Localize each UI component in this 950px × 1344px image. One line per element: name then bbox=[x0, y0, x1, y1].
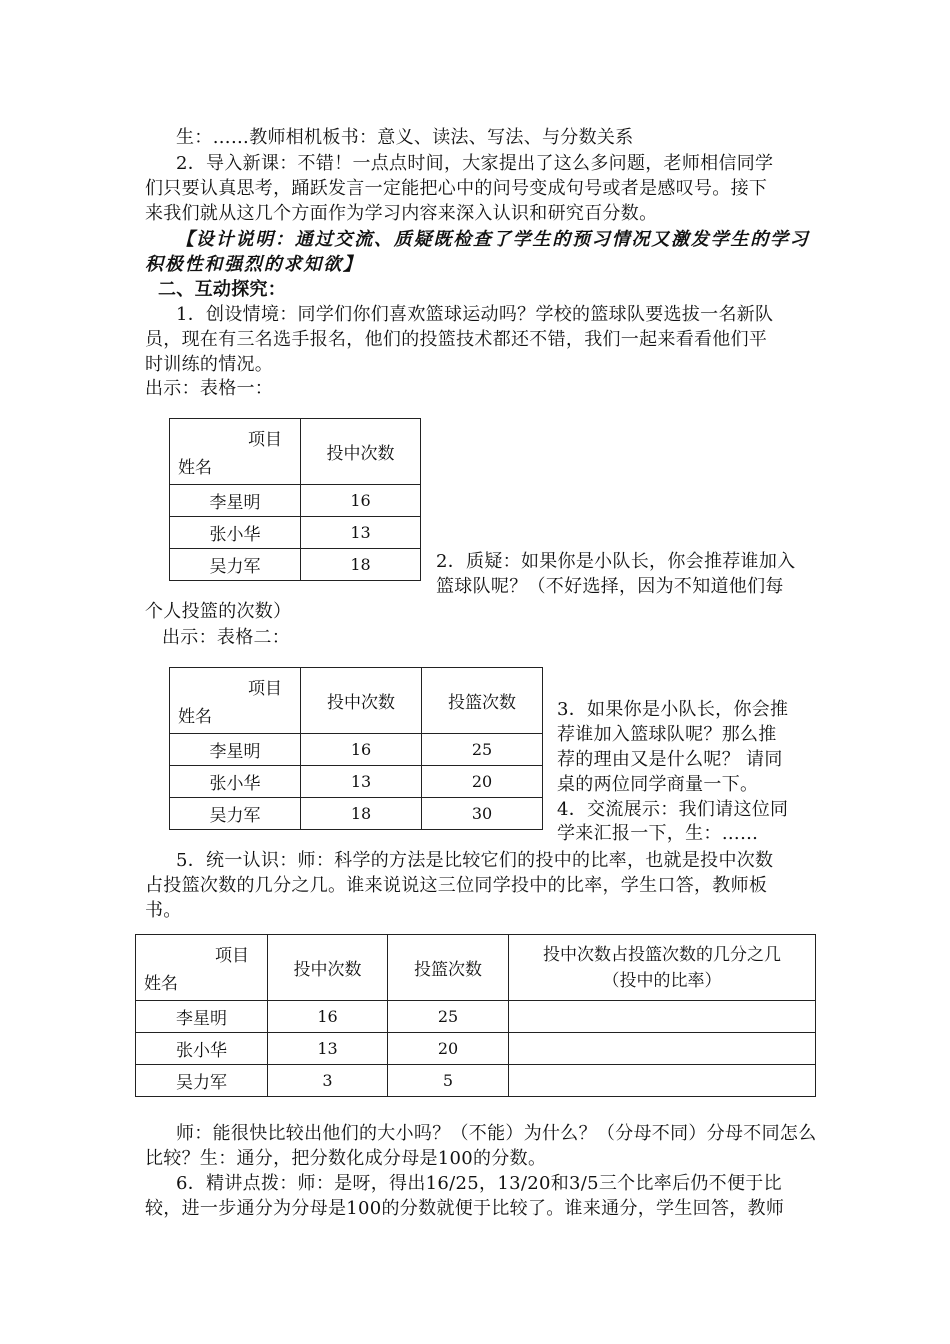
header-name: 姓名 bbox=[178, 707, 212, 727]
header-project: 项目 bbox=[248, 430, 282, 450]
text-line: 生：……教师相机板书：意义、读法、写法、与分数关系 bbox=[176, 127, 634, 148]
table-three bbox=[135, 934, 816, 1097]
text-line: 3．如果你是小队长，你会推 bbox=[557, 699, 789, 720]
name-cell: 吴力军 bbox=[136, 1065, 268, 1097]
header-name: 姓名 bbox=[144, 974, 178, 994]
text-line: 桌的两位同学商量一下。 bbox=[557, 774, 759, 795]
ratio-cell bbox=[509, 1065, 816, 1097]
text-line: 师：能很快比较出他们的大小吗？（不能）为什么？（分母不同）分母不同怎么 bbox=[176, 1123, 817, 1144]
hits-cell: 18 bbox=[301, 798, 422, 830]
name-cell: 李星明 bbox=[136, 1001, 268, 1033]
header-project: 项目 bbox=[248, 679, 282, 699]
text-line: 书。 bbox=[145, 900, 182, 921]
column-header: 投中次数 bbox=[268, 935, 388, 1001]
hits-cell: 13 bbox=[268, 1033, 388, 1065]
table-row bbox=[170, 766, 543, 798]
text-line: 6．精讲点拨：师：是呀，得出16/25，13/20和3/5三个比率后仍不便于比 bbox=[176, 1173, 782, 1194]
table-header-cell bbox=[136, 935, 268, 1001]
table-row bbox=[170, 798, 543, 830]
hits-cell: 16 bbox=[301, 734, 422, 766]
hits-cell: 16 bbox=[301, 485, 421, 517]
text-line: 1．创设情境：同学们你们喜欢篮球运动吗？学校的篮球队要选拔一名新队 bbox=[176, 304, 774, 325]
text-line: 员，现在有三名选手报名，他们的投篮技术都还不错，我们一起来看看他们平 bbox=[145, 329, 768, 350]
text-line: 占投篮次数的几分之几。谁来说说这三位同学投中的比率，学生口答，教师板 bbox=[145, 875, 768, 896]
table-row bbox=[136, 1065, 816, 1097]
ratio-cell bbox=[509, 1033, 816, 1065]
ratio-header-line: 投中次数占投篮次数的几分之几 bbox=[543, 944, 781, 965]
table-one bbox=[169, 418, 421, 581]
hits-cell: 16 bbox=[268, 1001, 388, 1033]
design-note: 积极性和强烈的求知欲】 bbox=[145, 254, 363, 275]
text-line: 荐谁加入篮球队呢？那么推 bbox=[557, 724, 777, 745]
column-header: 投篮次数 bbox=[388, 935, 509, 1001]
column-header bbox=[509, 935, 816, 1001]
design-note: 【设计说明：通过交流、质疑既检查了学生的预习情况又激发学生的学习 bbox=[176, 229, 810, 250]
text-line: 篮球队呢？（不好选择，因为不知道他们每 bbox=[436, 576, 784, 597]
hits-cell: 18 bbox=[301, 549, 421, 581]
hits-cell: 3 bbox=[268, 1065, 388, 1097]
ratio-cell bbox=[509, 1001, 816, 1033]
name-cell: 张小华 bbox=[136, 1033, 268, 1065]
text-line: 比较？生：通分，把分数化成分母是100的分数。 bbox=[145, 1148, 547, 1169]
text-line: 学来汇报一下，生：…… bbox=[557, 823, 759, 844]
shots-cell: 30 bbox=[422, 798, 543, 830]
table-header-cell bbox=[170, 668, 301, 734]
column-header: 投中次数 bbox=[301, 668, 422, 734]
text-line: 出示：表格二： bbox=[162, 627, 291, 648]
name-cell: 李星明 bbox=[170, 734, 301, 766]
table-row bbox=[136, 1033, 816, 1065]
shots-cell: 5 bbox=[388, 1065, 509, 1097]
name-cell: 吴力军 bbox=[170, 798, 301, 830]
name-cell: 李星明 bbox=[170, 485, 301, 517]
table-row bbox=[170, 549, 421, 581]
text-line: 5．统一认识：师：科学的方法是比较它们的投中的比率，也就是投中次数 bbox=[176, 850, 774, 871]
header-project: 项目 bbox=[215, 946, 249, 966]
shots-cell: 20 bbox=[388, 1033, 509, 1065]
column-header: 投篮次数 bbox=[422, 668, 543, 734]
table-row bbox=[170, 485, 421, 517]
shots-cell: 25 bbox=[388, 1001, 509, 1033]
text-line: 2．导入新课：不错！一点点时间，大家提出了这么多问题，老师相信同学 bbox=[176, 153, 774, 174]
text-line: 2．质疑：如果你是小队长，你会推荐谁加入 bbox=[436, 551, 796, 572]
text-line: 来我们就从这几个方面作为学习内容来深入认识和研究百分数。 bbox=[145, 203, 658, 224]
section-heading: 二、互动探究： bbox=[158, 279, 287, 300]
column-header: 投中次数 bbox=[301, 419, 421, 485]
hits-cell: 13 bbox=[301, 766, 422, 798]
text-line: 出示：表格一： bbox=[145, 378, 274, 399]
table-row bbox=[170, 517, 421, 549]
table-header-cell bbox=[170, 419, 301, 485]
table-row bbox=[136, 1001, 816, 1033]
table-row bbox=[170, 734, 543, 766]
table-two bbox=[169, 667, 543, 830]
ratio-header-line: （投中的比率） bbox=[602, 970, 722, 991]
name-cell: 张小华 bbox=[170, 766, 301, 798]
hits-cell: 13 bbox=[301, 517, 421, 549]
text-line: 4．交流展示：我们请这位同 bbox=[557, 799, 789, 820]
shots-cell: 25 bbox=[422, 734, 543, 766]
header-name: 姓名 bbox=[178, 458, 212, 478]
text-line: 时训练的情况。 bbox=[145, 354, 274, 375]
shots-cell: 20 bbox=[422, 766, 543, 798]
text-line: 个人投篮的次数） bbox=[145, 601, 292, 622]
text-line: 荐的理由又是什么呢？ 请同 bbox=[557, 749, 783, 770]
name-cell: 张小华 bbox=[170, 517, 301, 549]
text-line: 们只要认真思考，踊跃发言一定能把心中的问号变成句号或者是感叹号。接下 bbox=[145, 178, 768, 199]
name-cell: 吴力军 bbox=[170, 549, 301, 581]
text-line: 较，进一步通分为分母是100的分数就便于比较了。谁来通分，学生回答，教师 bbox=[145, 1198, 785, 1219]
